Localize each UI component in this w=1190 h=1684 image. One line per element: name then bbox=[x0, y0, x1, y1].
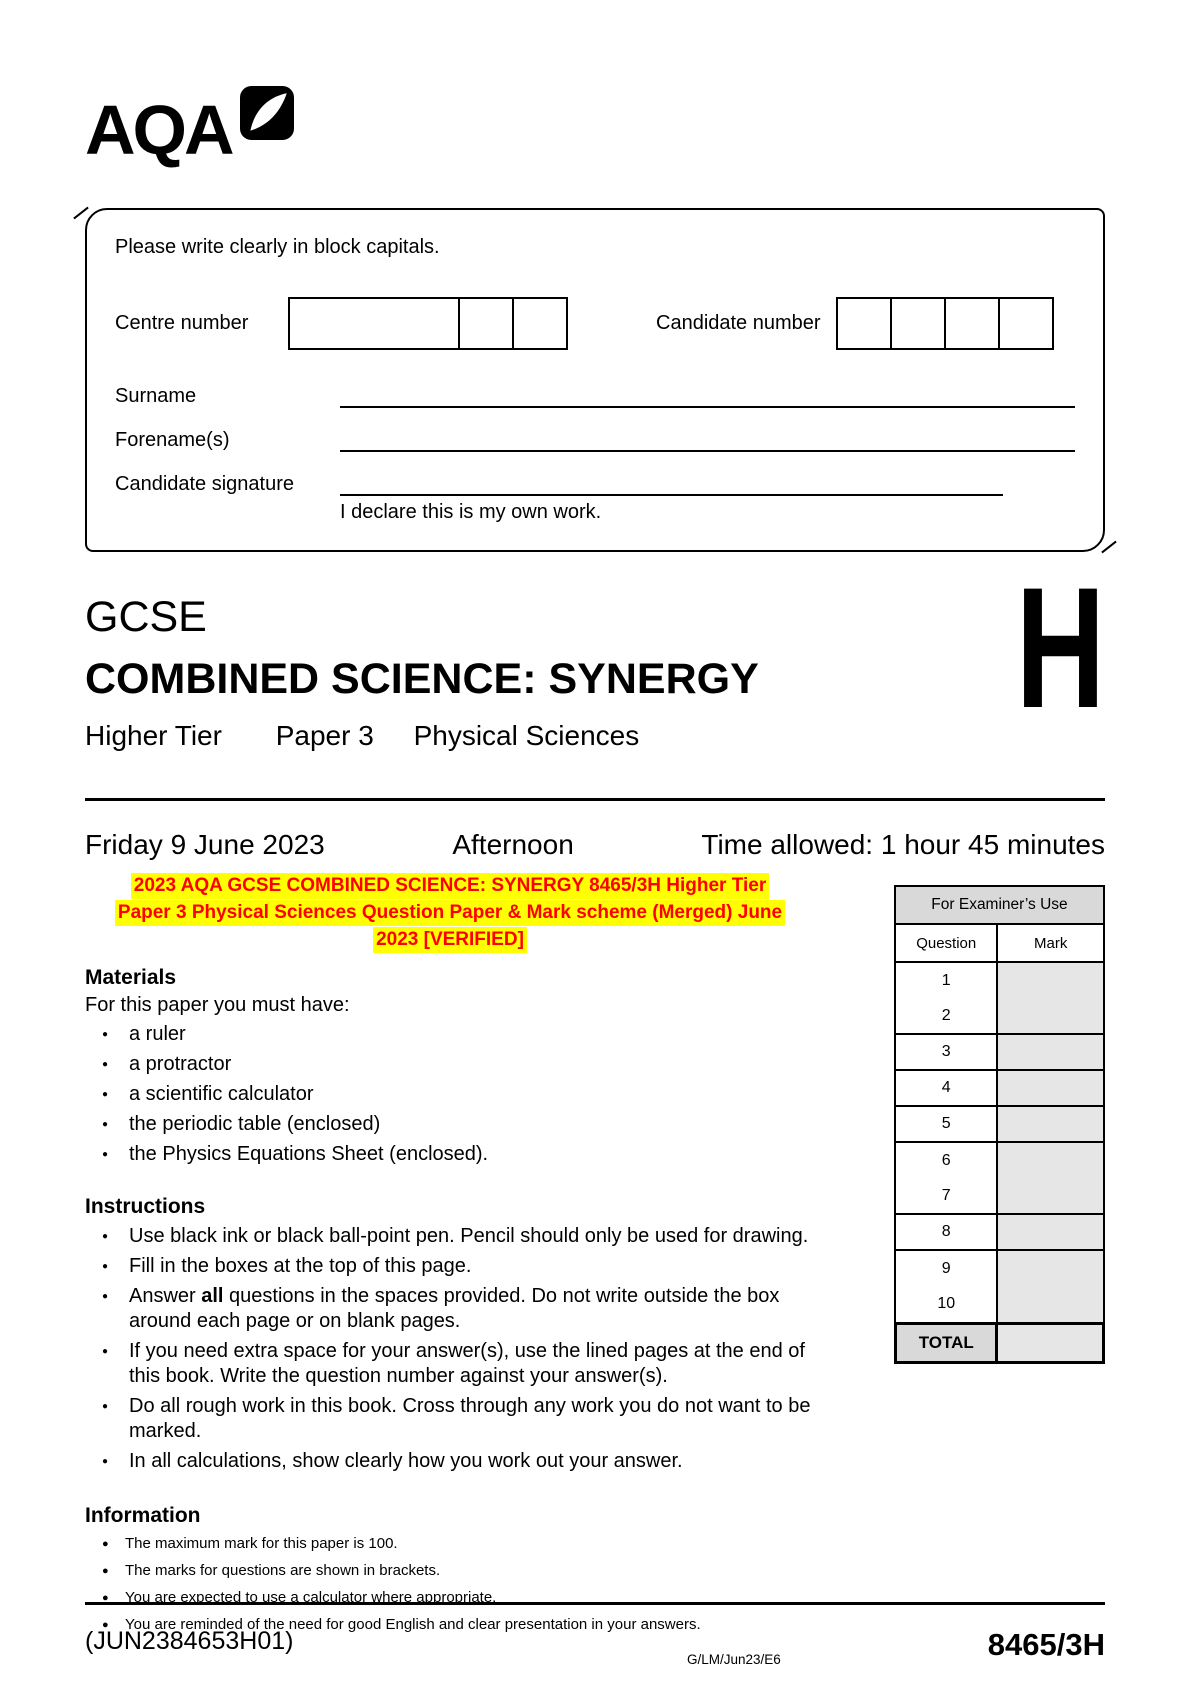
question-number-cell: 4 bbox=[896, 1070, 997, 1106]
candidate-number-cell[interactable] bbox=[890, 297, 946, 350]
forenames-row bbox=[115, 428, 1075, 452]
aqa-logo-text: AQA bbox=[85, 91, 232, 169]
information-item: ● The maximum mark for this paper is 100. bbox=[85, 1532, 815, 1555]
candidate-details-box bbox=[85, 208, 1105, 552]
aqa-logo bbox=[85, 90, 1105, 176]
mark-entry-cell bbox=[997, 1286, 1103, 1322]
title-block bbox=[85, 552, 1105, 752]
question-number-cell: 5 bbox=[896, 1106, 997, 1142]
materials-item: ● a ruler bbox=[85, 1022, 815, 1047]
information-item: ● The marks for questions are shown in brackets. bbox=[85, 1559, 815, 1582]
aqa-leaf-icon bbox=[240, 86, 294, 145]
exam-session: Afternoon bbox=[452, 829, 574, 860]
topic-label: Physical Sciences bbox=[413, 720, 640, 751]
signature-row bbox=[115, 472, 1075, 496]
mark-entry-cell bbox=[997, 1106, 1103, 1142]
surname-input-line[interactable] bbox=[340, 384, 1075, 408]
mark-entry-cell bbox=[997, 962, 1103, 998]
higher-tier-letter: H bbox=[1015, 552, 1105, 744]
verified-notice-line: 2023 [VERIFIED] bbox=[373, 927, 527, 953]
question-column-header: Question bbox=[896, 924, 997, 962]
examiner-row bbox=[896, 1106, 1103, 1142]
number-fields-row bbox=[115, 297, 1075, 350]
candidate-number-field[interactable] bbox=[838, 297, 1054, 350]
tier-label: Higher Tier bbox=[85, 720, 222, 751]
surname-row bbox=[115, 384, 1075, 408]
question-number-cell: 9 bbox=[896, 1250, 997, 1286]
examiner-row bbox=[896, 1178, 1103, 1214]
surname-label: Surname bbox=[115, 385, 197, 407]
session-row bbox=[85, 829, 1105, 861]
question-number-cell: 8 bbox=[896, 1214, 997, 1250]
candidate-number-label: Candidate number bbox=[656, 312, 821, 334]
materials-item: ● the Physics Equations Sheet (enclosed). bbox=[85, 1142, 815, 1167]
mark-entry-cell bbox=[997, 1178, 1103, 1214]
instructions-item: ● In all calculations, show clearly how you work out your answer. bbox=[85, 1449, 815, 1474]
question-number-cell: 6 bbox=[896, 1142, 997, 1178]
serial-code: (JUN2384653H01) bbox=[85, 1627, 294, 1655]
examiner-row bbox=[896, 1142, 1103, 1178]
qualification-title: GCSE bbox=[85, 593, 207, 641]
question-number-cell: 3 bbox=[896, 1034, 997, 1070]
examiner-table-title-row bbox=[896, 887, 1103, 924]
information-item: ● You are expected to use a calculator where appropriate. bbox=[85, 1586, 815, 1609]
left-column bbox=[85, 873, 815, 1636]
examiner-row bbox=[896, 1034, 1103, 1070]
examiner-table-header-row bbox=[896, 924, 1103, 962]
materials-item: ● the periodic table (enclosed) bbox=[85, 1112, 815, 1137]
instructions-item: ● Do all rough work in this book. Cross through any work you do not want to be marked. bbox=[85, 1394, 815, 1444]
print-code: G/LM/Jun23/E6 bbox=[687, 1652, 781, 1667]
mark-column-header: Mark bbox=[997, 924, 1103, 962]
total-row bbox=[894, 1322, 1105, 1364]
total-mark-cell bbox=[998, 1325, 1102, 1361]
instructions-list bbox=[85, 1224, 815, 1474]
examiner-rows bbox=[896, 962, 1103, 1322]
examiner-row bbox=[896, 962, 1103, 998]
centre-number-cell[interactable] bbox=[288, 297, 460, 350]
instructions-item: ● Fill in the boxes at the top of this page. bbox=[85, 1254, 815, 1279]
question-number-cell: 7 bbox=[896, 1178, 997, 1214]
examiner-table-title: For Examiner’s Use bbox=[896, 887, 1103, 924]
tier-paper-line bbox=[85, 720, 1105, 752]
examiner-row bbox=[896, 1214, 1103, 1250]
footer-divider bbox=[85, 1602, 1105, 1605]
centre-number-label: Centre number bbox=[115, 312, 249, 334]
materials-intro: For this paper you must have: bbox=[85, 994, 350, 1016]
forenames-input-line[interactable] bbox=[340, 428, 1075, 452]
paper-label: Paper 3 bbox=[275, 720, 374, 751]
information-item: ● You are reminded of the need for good English and clear presentation in your answers. bbox=[85, 1613, 815, 1636]
question-number-cell: 2 bbox=[896, 998, 997, 1034]
candidate-number-cell[interactable] bbox=[998, 297, 1054, 350]
materials-item: ● a protractor bbox=[85, 1052, 815, 1077]
materials-item: ● a scientific calculator bbox=[85, 1082, 815, 1107]
materials-heading: Materials bbox=[85, 966, 177, 989]
declaration-text: I declare this is my own work. bbox=[340, 501, 602, 523]
footer-row bbox=[85, 1627, 1105, 1663]
verified-notice-line: 2023 AQA GCSE COMBINED SCIENCE: SYNERGY 8465/3H Higher Tier bbox=[131, 873, 769, 899]
examiner-use-table bbox=[894, 885, 1105, 1324]
instructions-item: ● Answer all questions in the spaces provided. Do not write outside the box around each page or on blank pages. bbox=[85, 1284, 815, 1334]
exam-date: Friday 9 June 2023 bbox=[85, 829, 325, 860]
examiner-row bbox=[896, 1070, 1103, 1106]
signature-input-line[interactable] bbox=[340, 472, 1003, 496]
subject-title: COMBINED SCIENCE: SYNERGY bbox=[85, 655, 759, 703]
content-columns bbox=[85, 873, 1105, 1636]
candidate-number-cell[interactable] bbox=[944, 297, 1000, 350]
block-capitals-instruction: Please write clearly in block capitals. bbox=[115, 236, 440, 258]
verified-notice bbox=[85, 873, 815, 954]
total-label: TOTAL bbox=[897, 1325, 998, 1361]
verified-notice-line: Paper 3 Physical Sciences Question Paper & Mark scheme (Merged) June bbox=[115, 900, 785, 926]
centre-number-field[interactable] bbox=[290, 297, 568, 350]
instructions-item: ● Use black ink or black ball-point pen. Pencil should only be used for drawing. bbox=[85, 1224, 815, 1249]
question-number-cell: 1 bbox=[896, 962, 997, 998]
time-allowed: Time allowed: 1 hour 45 minutes bbox=[701, 829, 1105, 860]
centre-number-cell[interactable] bbox=[512, 297, 568, 350]
examiner-row bbox=[896, 1286, 1103, 1322]
right-column bbox=[894, 885, 1105, 1636]
materials-list bbox=[85, 1022, 815, 1167]
instructions-item: ● If you need extra space for your answer(s), use the lined pages at the end of this book. Write the question number against your answer(s). bbox=[85, 1339, 815, 1389]
title-divider bbox=[85, 798, 1105, 801]
paper-code: 8465/3H bbox=[987, 1627, 1105, 1662]
centre-number-cell[interactable] bbox=[458, 297, 514, 350]
mark-entry-cell bbox=[997, 998, 1103, 1034]
mark-entry-cell bbox=[997, 1070, 1103, 1106]
signature-label: Candidate signature bbox=[115, 473, 295, 495]
materials-section bbox=[85, 966, 815, 1167]
information-heading: Information bbox=[85, 1504, 201, 1527]
page-footer bbox=[85, 1602, 1105, 1667]
forenames-label: Forename(s) bbox=[115, 429, 230, 451]
examiner-row bbox=[896, 998, 1103, 1034]
mark-entry-cell bbox=[997, 1250, 1103, 1286]
candidate-number-cell[interactable] bbox=[836, 297, 892, 350]
mark-entry-cell bbox=[997, 1214, 1103, 1250]
mark-entry-cell bbox=[997, 1142, 1103, 1178]
instructions-heading: Instructions bbox=[85, 1195, 206, 1218]
question-number-cell: 10 bbox=[896, 1286, 997, 1322]
examiner-row bbox=[896, 1250, 1103, 1286]
instructions-section bbox=[85, 1195, 815, 1474]
mark-entry-cell bbox=[997, 1034, 1103, 1070]
